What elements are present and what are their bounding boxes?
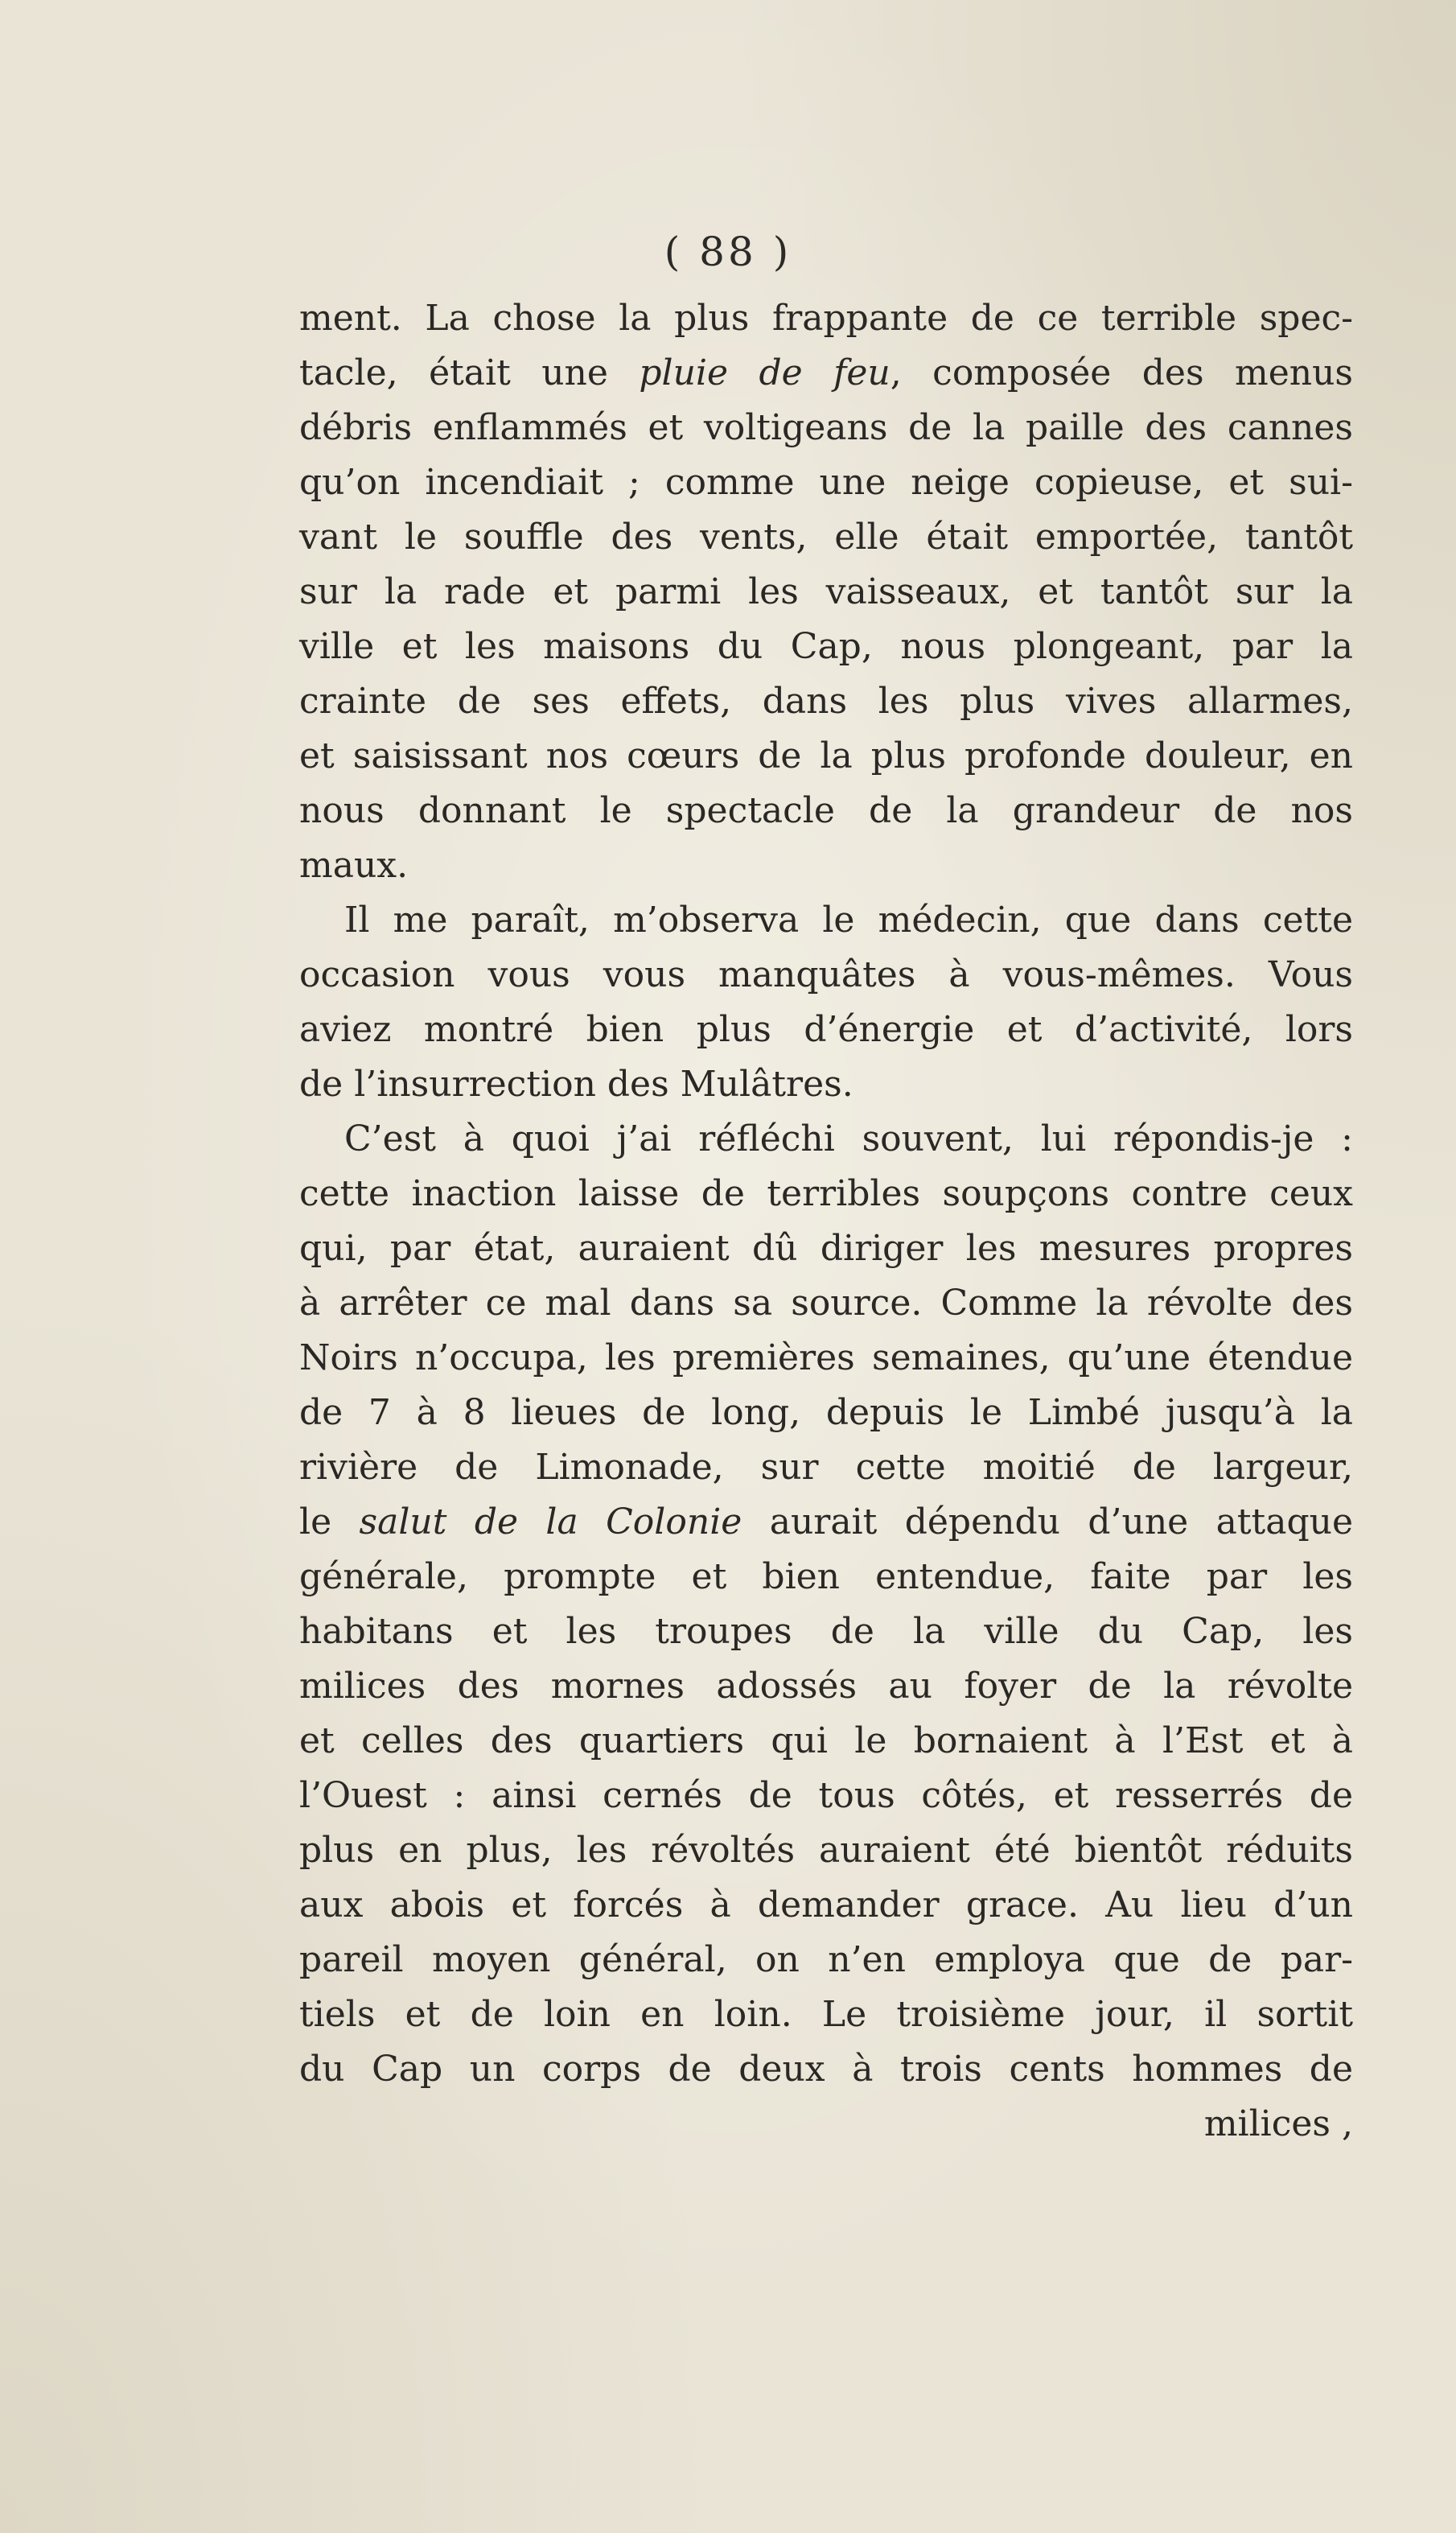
text-line bbox=[299, 1769, 1353, 1823]
text-segment: débris enflammés et voltigeans de la paille des cannes bbox=[299, 407, 1353, 448]
text-segment: crainte de ses effets, dans les plus vives allarmes, bbox=[299, 681, 1353, 722]
text-line bbox=[299, 510, 1353, 565]
text-segment: qu’on incendiait ; comme une neige copieuse, et sui- bbox=[299, 462, 1353, 503]
text-segment: de l’insurrection des Mulâtres. bbox=[299, 1064, 853, 1105]
text-line bbox=[299, 893, 1353, 948]
text-line bbox=[299, 1167, 1353, 1221]
text-line bbox=[299, 1386, 1353, 1440]
text-line bbox=[299, 1057, 1353, 1112]
text-segment: qui, par état, auraient dû diriger les mesures propres bbox=[299, 1228, 1353, 1269]
text-line bbox=[299, 674, 1353, 729]
text-segment: générale, prompte et bien entendue, faite par les bbox=[299, 1556, 1353, 1597]
text-segment: maux. bbox=[299, 845, 409, 886]
text-segment: plus en plus, les révoltés auraient été bientôt réduits bbox=[299, 1830, 1353, 1871]
text-line bbox=[299, 784, 1353, 838]
text-line bbox=[299, 1714, 1353, 1769]
text-line bbox=[299, 838, 1353, 893]
text-segment: C’est à quoi j’ai réfléchi souvent, lui répondis-je : bbox=[344, 1118, 1353, 1159]
text-line bbox=[299, 291, 1353, 346]
text-line bbox=[299, 729, 1353, 784]
text-segment: et saisissant nos cœurs de la plus profonde douleur, en bbox=[299, 735, 1353, 776]
text-segment: tacle, était une bbox=[299, 352, 640, 393]
text-segment: vant le souffle des vents, elle était emportée, tantôt bbox=[299, 517, 1353, 558]
italic-text: salut de la Colonie bbox=[359, 1501, 742, 1542]
text-line bbox=[299, 948, 1353, 1003]
text-line bbox=[299, 1440, 1353, 1495]
catchword: milices , bbox=[1203, 2103, 1353, 2144]
text-line bbox=[299, 565, 1353, 620]
text-line bbox=[299, 1276, 1353, 1331]
text-line bbox=[299, 1495, 1353, 1550]
text-segment: l’Ouest : ainsi cernés de tous côtés, et resserrés de bbox=[299, 1775, 1353, 1816]
text-segment: sur la rade et parmi les vaisseaux, et tantôt sur la bbox=[299, 571, 1353, 612]
text-segment: tiels et de loin en loin. Le troisième jour, il sortit bbox=[299, 1994, 1353, 2035]
text-segment: de 7 à 8 lieues de long, depuis le Limbé jusqu’à la bbox=[299, 1392, 1353, 1433]
text-segment: aviez montré bien plus d’énergie et d’activité, lors bbox=[299, 1009, 1353, 1050]
text-segment: rivière de Limonade, sur cette moitié de largeur, bbox=[299, 1447, 1353, 1488]
text-segment: et celles des quartiers qui le bornaient à l’Est et à bbox=[299, 1720, 1353, 1761]
text-segment: habitans et les troupes de la ville du Cap, les bbox=[299, 1611, 1353, 1652]
text-segment: Noirs n’occupa, les premières semaines, qu’une étendue bbox=[299, 1337, 1353, 1378]
text-line bbox=[299, 1112, 1353, 1167]
text-line bbox=[299, 1003, 1353, 1057]
text-segment: du Cap un corps de deux à trois cents hommes de bbox=[299, 2049, 1353, 2090]
text-segment: ment. La chose la plus frappante de ce terrible spec- bbox=[299, 298, 1353, 339]
text-line bbox=[299, 1823, 1353, 1878]
text-line bbox=[299, 1987, 1353, 2042]
text-segment: aux abois et forcés à demander grace. Au lieu d’un bbox=[299, 1884, 1353, 1925]
body-text bbox=[299, 291, 1353, 2152]
text-segment: aurait dépendu d’une attaque bbox=[742, 1501, 1353, 1542]
text-line bbox=[299, 1550, 1353, 1604]
text-segment: nous donnant le spectacle de la grandeur de nos bbox=[299, 790, 1353, 831]
text-line bbox=[299, 455, 1353, 510]
text-line bbox=[299, 1659, 1353, 1714]
text-segment: à arrêter ce mal dans sa source. Comme la révolte des bbox=[299, 1283, 1353, 1324]
text-line bbox=[299, 401, 1353, 455]
text-line bbox=[299, 1604, 1353, 1659]
text-segment: le bbox=[299, 1501, 360, 1542]
text-line bbox=[299, 1221, 1353, 1276]
text-segment: ville et les maisons du Cap, nous plongeant, par la bbox=[299, 626, 1353, 667]
page-number: ( 88 ) bbox=[664, 229, 792, 275]
text-segment: , composée des menus bbox=[890, 352, 1353, 393]
text-segment: pareil moyen général, on n’en employa que de par- bbox=[299, 1939, 1353, 1980]
text-line bbox=[299, 346, 1353, 401]
text-segment: milices des mornes adossés au foyer de la révolte bbox=[299, 1666, 1353, 1707]
text-segment: cette inaction laisse de terribles soupçons contre ceux bbox=[299, 1173, 1353, 1214]
text-line bbox=[299, 2042, 1353, 2097]
text-segment: occasion vous vous manquâtes à vous-mêmes. Vous bbox=[299, 954, 1353, 995]
text-line bbox=[299, 1878, 1353, 1933]
text-segment: Il me paraît, m’observa le médecin, que dans cette bbox=[344, 900, 1353, 941]
italic-text: pluie de feu bbox=[639, 352, 890, 393]
text-line bbox=[299, 1933, 1353, 1987]
text-line bbox=[299, 620, 1353, 674]
text-line bbox=[299, 1331, 1353, 1386]
